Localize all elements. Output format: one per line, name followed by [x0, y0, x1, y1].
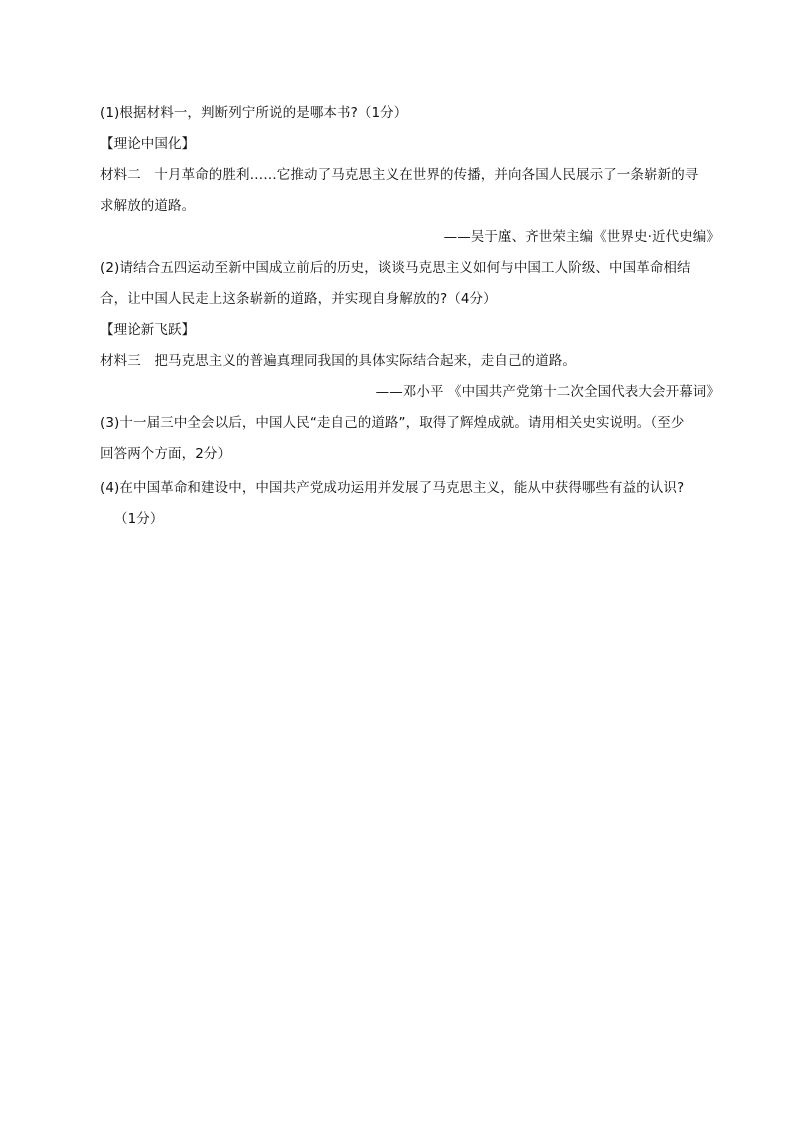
material-2-line-2: 求解放的道路。	[100, 198, 196, 214]
section-title-theory-china: 【理论中国化】	[100, 136, 196, 152]
material-2-line-1: 材料二 十月革命的胜利……它推动了马克思主义在世界的传播，并向各国人民展示了一条崭新的寻	[100, 167, 699, 183]
question-4-line-2: （1分）	[114, 511, 164, 527]
material-3-line-1: 材料三 把马克思主义的普遍真理同我国的具体实际结合起来，走自己的道路。	[100, 353, 576, 369]
question-2-line-2: 合，让中国人民走上这条崭新的道路，并实现自身解放的?（4分）	[100, 291, 497, 307]
question-3-line-1: (3)十一届三中全会以后，中国人民“走自己的道路”，取得了辉煌成就。请用相关史实说明。（至少	[100, 415, 685, 431]
question-4-line-1: (4)在中国革命和建设中，中国共产党成功运用并发展了马克思主义，能从中获得哪些有益的认识?	[100, 480, 685, 496]
question-3-line-2: 回答两个方面，2分）	[100, 446, 232, 462]
material-3-source: ——邓小平 《中国共产党第十二次全国代表大会开幕词》	[375, 384, 720, 400]
question-1: (1)根据材料一，判断列宁所说的是哪本书?（1分）	[100, 105, 408, 121]
section-title-theory-leap: 【理论新飞跃】	[100, 322, 196, 338]
question-2-line-1: (2)请结合五四运动至新中国成立前后的历史，谈谈马克思主义如何与中国工人阶级、中国革命相结	[100, 260, 691, 276]
material-2-source: ——吴于廑、齐世荣主编《世界史·近代史编》	[443, 229, 720, 245]
